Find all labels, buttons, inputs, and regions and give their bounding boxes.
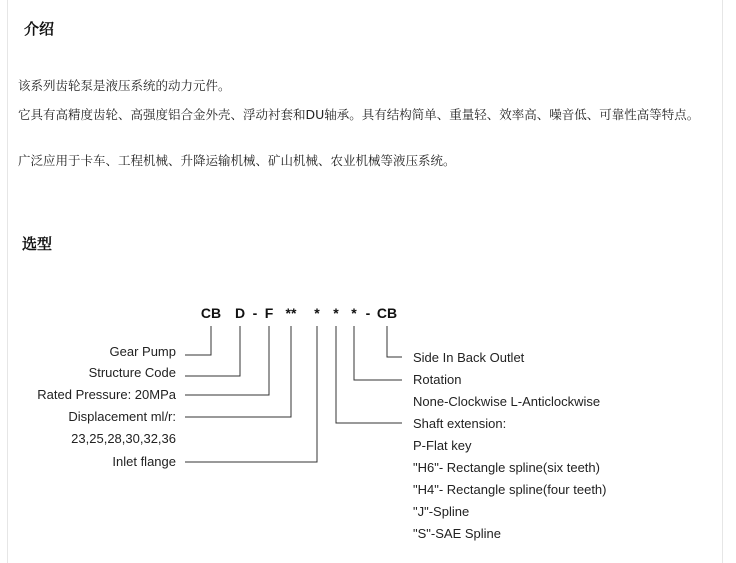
- line-side-outlet: [387, 326, 402, 357]
- line-structure-code: [185, 326, 240, 376]
- label-rated-pressure: Rated Pressure: 20MPa: [37, 387, 176, 402]
- code-star-rotation: *: [351, 305, 357, 321]
- label-structure-code: Structure Code: [88, 365, 176, 380]
- intro-paragraph-2: 它具有高精度齿轮、高强度铝合金外壳、浮动衬套和DU轴承。具有结构简单、重量轻、效率高、噪音低、可靠性高等特点。: [18, 107, 700, 122]
- intro-heading: 介绍: [24, 20, 55, 38]
- line-displacement: [185, 326, 291, 417]
- code-cb-suffix: CB: [376, 305, 398, 321]
- label-rotation-options: None-Clockwise L-Anticlockwise: [413, 394, 601, 409]
- line-inlet-flange: [185, 326, 317, 462]
- line-rated-pressure: [185, 326, 269, 395]
- label-shaft-s: "S"-SAE Spline: [413, 526, 501, 541]
- code-f: F: [264, 305, 274, 321]
- code-star-shaft: *: [333, 305, 339, 321]
- intro-paragraph-1: 该系列齿轮泵是液压系统的动力元件。: [18, 78, 231, 93]
- label-inlet-flange: Inlet flange: [112, 454, 176, 469]
- label-displacement-values: 23,25,28,30,32,36: [71, 431, 176, 446]
- label-gear-pump: Gear Pump: [109, 344, 176, 359]
- label-displacement: Displacement ml/r:: [68, 409, 176, 424]
- code-dash-1: -: [252, 305, 258, 321]
- label-shaft-extension: Shaft extension:: [413, 416, 507, 431]
- line-gear-pump: [185, 326, 211, 355]
- code-star-inlet: *: [314, 305, 320, 321]
- line-shaft-extension: [336, 326, 402, 423]
- label-shaft-h6: "H6"- Rectangle spline(six teeth): [413, 460, 600, 475]
- code-displacement-stars: **: [285, 305, 297, 321]
- line-rotation: [354, 326, 402, 380]
- label-shaft-j: "J"-Spline: [413, 504, 470, 519]
- label-shaft-h4: "H4"- Rectangle spline(four teeth): [413, 482, 607, 497]
- selection-heading: 选型: [22, 235, 53, 253]
- code-d: D: [234, 305, 246, 321]
- label-shaft-p: P-Flat key: [413, 438, 472, 453]
- label-rotation: Rotation: [413, 372, 462, 387]
- code-dash-2: -: [365, 305, 371, 321]
- label-side-outlet: Side In Back Outlet: [413, 350, 525, 365]
- code-cb: CB: [200, 305, 222, 321]
- intro-paragraph-3: 广泛应用于卡车、工程机械、升降运输机械、矿山机械、农业机械等液压系统。: [18, 153, 456, 168]
